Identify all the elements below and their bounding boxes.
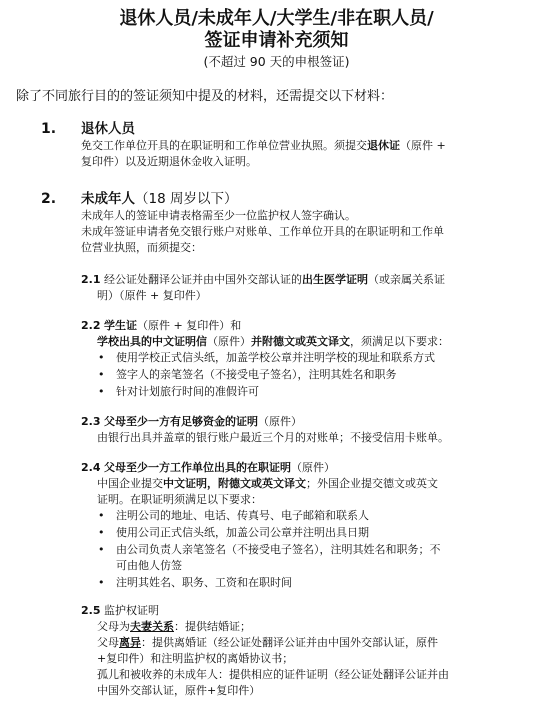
subsection-2-4-post: （原件） [291, 461, 335, 474]
section-1-number: 1. [41, 121, 57, 137]
school-letter-label: 学校出具的中文证明信 [97, 335, 207, 348]
birth-certificate-label: 出生医学证明 [302, 273, 368, 286]
section-2-number: 2. [41, 191, 57, 207]
married-text-a: 父母为 [97, 620, 130, 633]
section-1-text-a: 免交工作单位开具的在职证明和工作单位营业执照。须提交 [81, 139, 367, 152]
subsection-2-1-number: 2.1 [81, 273, 101, 286]
subsection-2-5-line-4: 孤儿和被收养的未成年人：提供相应的证件证明（经公证处翻译公证并由 [97, 668, 449, 681]
bullet-item [98, 508, 369, 524]
bullet-icon: • [98, 526, 105, 539]
subsection-2-2-line-2 [97, 334, 449, 350]
subsection-2-3-number: 2.3 [81, 415, 101, 428]
subsection-2-1-post: （或亲属关系证 [368, 273, 445, 286]
subsection-2-5-line-2 [97, 635, 438, 651]
custody-proof-label: 监护权证明 [104, 604, 159, 617]
married-text-c: ：提供结婚证； [174, 620, 251, 633]
section-2-line-1: 未成年人的签证申请表格需至少一位监护权人签字确认。 [81, 209, 356, 222]
section-1-title: 退休人员 [81, 121, 135, 137]
bullet-icon: • [98, 368, 105, 381]
bullet-text: 注明其姓名、职务、工资和在职时间 [116, 576, 292, 589]
bullet-icon: • [98, 385, 105, 398]
subsection-2-5-number: 2.5 [81, 604, 101, 617]
section-2-line-3: 位营业执照，而须提交： [81, 241, 202, 254]
divorced-text-c: ：提供离婚证（经公证处翻译公证并由中国外交部认证，原件 [141, 636, 438, 649]
bullet-text: 使用学校正式信头纸，加盖学校公章并注明学校的现址和联系方式 [116, 351, 435, 364]
section-2-title [81, 190, 237, 208]
retirement-certificate-label: 退休证 [367, 139, 400, 152]
bullet-item [98, 350, 435, 366]
bullet-icon: • [98, 576, 105, 589]
subsection-2-5-line-1 [97, 619, 251, 635]
section-2-title-note: （18 周岁以下） [135, 191, 238, 207]
subsection-2-3-post: （原件） [258, 415, 302, 428]
subsection-2-4-line-3: 证明。在职证明须满足以下要求： [97, 493, 262, 506]
subsection-2-2-tail: ，须满足以下要求： [350, 335, 449, 348]
bullet-text: 使用公司正式信头纸，加盖公司公章并注明出具日期 [116, 526, 369, 539]
subsection-2-4-number: 2.4 [81, 461, 101, 474]
bullet-icon: • [98, 543, 105, 556]
divorced-text-a: 父母 [97, 636, 119, 649]
subsection-2-4 [81, 460, 335, 476]
subsection-2-2 [81, 318, 241, 334]
subsection-2-1-pre: 经公证处翻译公证并由中国外交部认证的 [104, 273, 302, 286]
bullet-item [98, 384, 259, 400]
subsection-2-1-line-2: 明）（原件 + 复印件） [97, 289, 207, 302]
bullet-text: 针对计划旅行时间的准假许可 [116, 385, 259, 398]
subsection-2-2-number: 2.2 [81, 319, 101, 332]
married-label: 夫妻关系 [130, 620, 174, 633]
subsection-2-2-post: （原件 + 复印件）和 [137, 319, 242, 332]
subsection-2-3-line-2: 由银行出具并盖章的银行账户最近三个月的对账单；不接受信用卡账单。 [97, 431, 449, 444]
bullet-continuation: 可由他人仿签 [116, 559, 182, 572]
divorced-label: 离异 [119, 636, 141, 649]
translation-requirement: 并附德文或英文译文 [251, 335, 350, 348]
school-letter-original: （原件） [207, 335, 251, 348]
bullet-item [98, 525, 369, 541]
funds-proof-label: 父母至少一方有足够资金的证明 [104, 415, 258, 428]
bullet-item [98, 542, 441, 558]
bullet-text: 由公司负责人亲笔签名（不接受电子签名），注明其姓名和职务；不 [116, 543, 441, 556]
section-1-line-2: 复印件）以及近期退休金收入证明。 [81, 155, 257, 168]
subtitle: (不超过 90 天的申根签证) [203, 54, 350, 69]
bullet-icon: • [98, 509, 105, 522]
subsection-2-1 [81, 272, 445, 288]
subsection-2-5-line-5: 中国外交部认证，原件+复印件） [97, 684, 261, 697]
subsection-2-5 [81, 603, 159, 619]
subsection-2-4-text-b: 中文证明，附德文或英文译文 [163, 477, 306, 490]
employment-proof-label: 父母至少一方工作单位出具的在职证明 [104, 461, 291, 474]
section-1-text-b: （原件 + [400, 139, 446, 152]
subsection-2-4-text-c: ；外国企业提交德文或英文 [306, 477, 438, 490]
subsection-2-4-line-2 [97, 476, 438, 492]
bullet-text: 注明公司的地址、电话、传真号、电子邮箱和联系人 [116, 509, 369, 522]
bullet-icon: • [98, 351, 105, 364]
intro-text: 除了不同旅行目的的签证须知中提及的材料，还需提交以下材料： [16, 89, 394, 104]
title-line-2: 签证申请补充须知 [204, 30, 349, 51]
subsection-2-4-text-a: 中国企业提交 [97, 477, 163, 490]
section-2-title-text: 未成年人 [81, 191, 135, 207]
subsection-2-5-line-3: +复印件）和注明监护权的离婚协议书； [97, 652, 294, 665]
student-id-label: 学生证 [104, 319, 137, 332]
subsection-2-3 [81, 414, 302, 430]
section-2-line-2: 未成年签证申请者免交银行账户对账单、工作单位开具的在职证明和工作单 [81, 225, 444, 238]
bullet-item [98, 367, 397, 383]
bullet-text: 签字人的亲笔签名（不接受电子签名），注明其姓名和职务 [116, 368, 397, 381]
bullet-item [98, 575, 292, 591]
title-line-1: 退休人员/未成年人/大学生/非在职人员/ [119, 8, 434, 29]
section-1-line-1 [81, 138, 446, 154]
